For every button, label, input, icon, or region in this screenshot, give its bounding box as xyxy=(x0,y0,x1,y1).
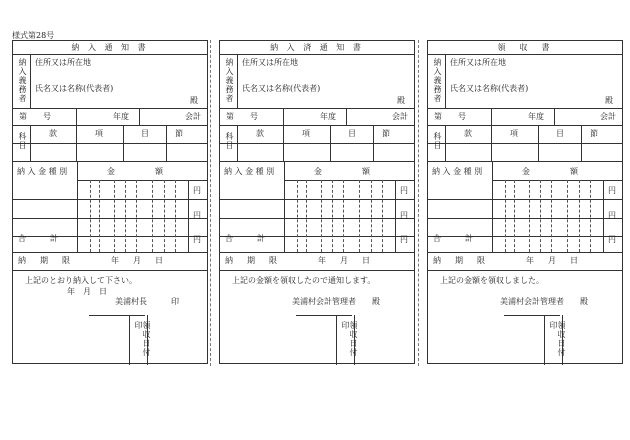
fiscal-year-label: 年度 xyxy=(113,112,129,121)
deadline-label: 納 期 限 xyxy=(18,256,73,265)
amount-label: 金 額 xyxy=(107,167,171,176)
section-label: 款 xyxy=(464,129,472,138)
receipt-stamp-label: 領収日付印 xyxy=(134,321,151,357)
yen-unit: 円 xyxy=(608,235,616,244)
deadline-date: 年 月 日 xyxy=(111,256,166,265)
receipt-stamp-label: 領収日付印 xyxy=(549,321,566,357)
fiscal-year-label: 年度 xyxy=(320,112,336,121)
name-label: 氏名又は名称(代表者) xyxy=(242,84,321,93)
account-label: 会計 xyxy=(185,112,201,121)
payer-label: 納入義務者 xyxy=(433,58,442,103)
notice-message: 上記の金額を領収しました。 xyxy=(440,276,544,285)
panel-title: 納 入 通 知 書 xyxy=(71,43,149,52)
deadline-label: 納 期 限 xyxy=(225,256,280,265)
subitem-label: 目 xyxy=(141,129,149,138)
form-panel xyxy=(219,40,415,364)
form-number: 様式第28号 xyxy=(12,31,55,40)
number-label: 第 号 xyxy=(434,112,466,121)
section-label: 款 xyxy=(256,129,264,138)
payer-label: 納入義務者 xyxy=(18,58,27,103)
subitem-label: 目 xyxy=(348,129,356,138)
signatory: 美浦村長 印 xyxy=(115,297,179,306)
item-label: 項 xyxy=(95,129,103,138)
form-panel xyxy=(12,40,208,364)
section-label: 款 xyxy=(49,129,57,138)
panel-title: 納 入 済 通 知 書 xyxy=(270,43,364,52)
total-label: 合 計 xyxy=(433,234,481,243)
yen-unit: 円 xyxy=(400,186,408,195)
payer-label: 納入義務者 xyxy=(225,58,234,103)
form-panel xyxy=(427,40,623,364)
honorific: 殿 xyxy=(190,96,198,105)
account-label: 会計 xyxy=(392,112,408,121)
item-label: 項 xyxy=(302,129,310,138)
notice-message: 上記のとおり納入して下さい。 xyxy=(25,276,137,285)
yen-unit: 円 xyxy=(608,186,616,195)
receipt-stamp-label: 領収日付印 xyxy=(341,321,358,357)
address-label: 住所又は所在地 xyxy=(450,58,506,67)
issue-date: 年 月 日 xyxy=(67,287,107,296)
honorific: 殿 xyxy=(605,96,613,105)
yen-unit: 円 xyxy=(193,235,201,244)
payment-type-label: 納 入 金 種 別 xyxy=(224,167,275,176)
total-label: 合 計 xyxy=(225,234,273,243)
subject-label: 科目 xyxy=(18,132,27,150)
item-label: 項 xyxy=(510,129,518,138)
deadline-date: 年 月 日 xyxy=(526,256,581,265)
subject-label: 科目 xyxy=(433,132,442,150)
cut-line xyxy=(418,40,419,366)
number-label: 第 号 xyxy=(19,112,51,121)
address-label: 住所又は所在地 xyxy=(242,58,298,67)
amount-label: 金 額 xyxy=(314,167,378,176)
payment-type-label: 納 入 金 種 別 xyxy=(432,167,483,176)
yen-unit: 円 xyxy=(193,211,201,220)
deadline-date: 年 月 日 xyxy=(318,256,373,265)
number-label: 第 号 xyxy=(226,112,258,121)
total-label: 合 計 xyxy=(18,234,66,243)
division-label: 節 xyxy=(175,129,183,138)
name-label: 氏名又は名称(代表者) xyxy=(35,84,114,93)
amount-label: 金 額 xyxy=(522,167,586,176)
notice-message: 上記の金額を領収したので通知します。 xyxy=(232,276,376,285)
yen-unit: 円 xyxy=(608,211,616,220)
signatory: 美浦村会計管理者 殿 xyxy=(292,297,380,306)
panel-title: 領 収 書 xyxy=(497,43,553,52)
signatory: 美浦村会計管理者 殿 xyxy=(500,297,588,306)
cut-line xyxy=(210,40,211,366)
fiscal-year-label: 年度 xyxy=(528,112,544,121)
division-label: 節 xyxy=(382,129,390,138)
name-label: 氏名又は名称(代表者) xyxy=(450,84,529,93)
division-label: 節 xyxy=(590,129,598,138)
yen-unit: 円 xyxy=(400,235,408,244)
yen-unit: 円 xyxy=(400,211,408,220)
payment-type-label: 納 入 金 種 別 xyxy=(17,167,68,176)
address-label: 住所又は所在地 xyxy=(35,58,91,67)
deadline-label: 納 期 限 xyxy=(433,256,488,265)
subject-label: 科目 xyxy=(225,132,234,150)
subitem-label: 目 xyxy=(556,129,564,138)
account-label: 会計 xyxy=(600,112,616,121)
honorific: 殿 xyxy=(397,96,405,105)
yen-unit: 円 xyxy=(193,186,201,195)
